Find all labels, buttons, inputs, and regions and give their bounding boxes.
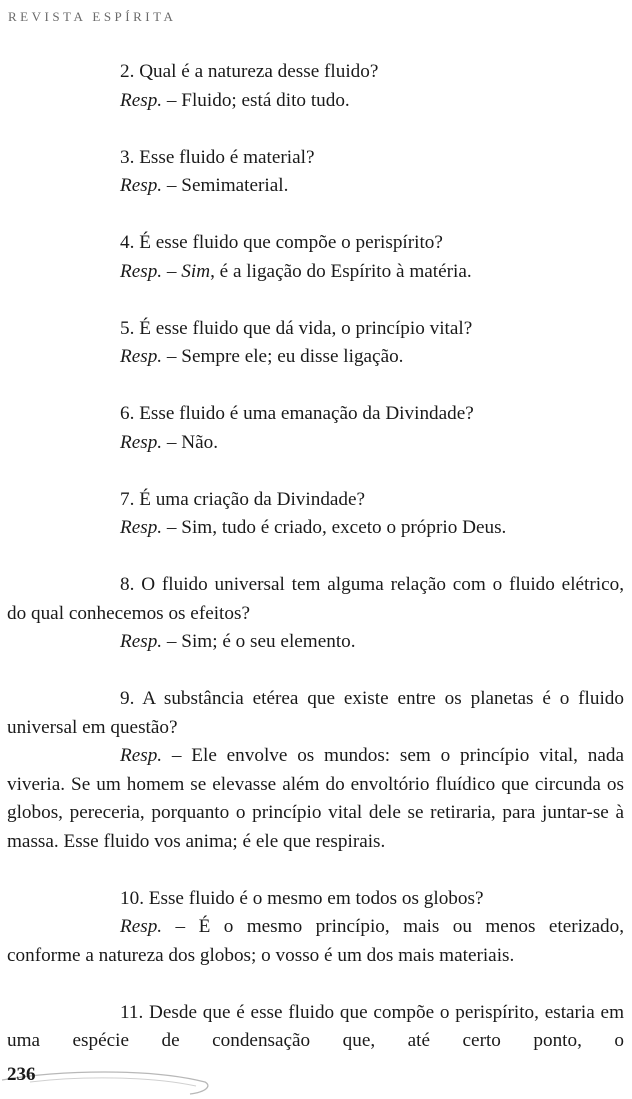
dash: – bbox=[162, 346, 182, 367]
resp-label: Resp. bbox=[120, 745, 163, 766]
resp-label: Resp. bbox=[120, 175, 163, 196]
question-text: 6. Esse fluido é uma emanação da Divindade? bbox=[120, 403, 474, 424]
page-number: 236 bbox=[7, 1064, 36, 1085]
answer-text: Fluido; está dito tudo. bbox=[181, 89, 350, 111]
answer-text: Sempre ele; eu disse ligação. bbox=[181, 346, 404, 367]
qa-item bbox=[7, 144, 624, 201]
question-text: 10. Esse fluido é o mesmo em todos os globos? bbox=[120, 887, 484, 909]
dash: – bbox=[162, 631, 182, 652]
answer-text: Semimaterial. bbox=[181, 175, 289, 196]
resp-label: Resp. bbox=[120, 916, 163, 937]
dash: – bbox=[162, 89, 182, 111]
answer-line bbox=[7, 429, 624, 458]
qa-item bbox=[7, 685, 624, 856]
question-text: 8. O fluido universal tem alguma relação com o fluido elétrico, do qual conhecemos os efeitos? bbox=[7, 574, 624, 624]
answer-text: Sim, tudo é criado, exceto o próprio Deus. bbox=[181, 517, 507, 538]
question-text: 5. É esse fluido que dá vida, o princípio vital? bbox=[120, 317, 473, 339]
answer-text: , é a ligação do Espírito à matéria. bbox=[210, 260, 472, 282]
answer-text: Não. bbox=[181, 431, 219, 453]
dash: – bbox=[162, 517, 182, 538]
answer-paragraph bbox=[7, 913, 624, 970]
answer-paragraph bbox=[7, 742, 624, 856]
dash: – bbox=[162, 431, 182, 453]
answer-line bbox=[7, 258, 624, 287]
qa-item bbox=[7, 315, 624, 372]
running-header: REVISTA ESPÍRITA bbox=[8, 9, 177, 24]
answer-line bbox=[7, 628, 624, 657]
qa-item bbox=[7, 571, 624, 657]
question-text: 9. A substância etérea que existe entre os planetas é o fluido universal em questão? bbox=[7, 688, 624, 738]
question-text: 7. É uma criação da Divindade? bbox=[120, 488, 366, 510]
qa-item bbox=[7, 486, 624, 543]
answer-line bbox=[7, 87, 624, 116]
answer-emphasis: Sim bbox=[181, 260, 211, 282]
qa-item bbox=[7, 999, 624, 1056]
qa-item bbox=[7, 885, 624, 971]
answer-line bbox=[7, 514, 624, 543]
resp-label: Resp. bbox=[120, 517, 163, 538]
question-text: 3. Esse fluido é material? bbox=[120, 146, 315, 168]
answer-line bbox=[7, 172, 624, 201]
question-text: 4. É esse fluido que compõe o perispírito? bbox=[120, 232, 443, 253]
answer-line bbox=[7, 343, 624, 372]
answer-text: Ele envolve os mundos: sem o princípio vital, nada viveria. Se um homem se elevasse além do envoltório fluídico que circunda os globos, pereceria, porquanto o princípio vital dele se retiraria, para juntar-se à massa. Esse fluido vos anima; é ele que respirais. bbox=[7, 745, 624, 852]
answer-text: Sim; é o seu elemento. bbox=[181, 631, 356, 652]
dash: – bbox=[162, 260, 182, 282]
resp-label: Resp. bbox=[120, 346, 163, 367]
resp-label: Resp. bbox=[120, 431, 163, 453]
qa-item bbox=[7, 400, 624, 457]
dash: – bbox=[162, 175, 182, 196]
resp-label: Resp. bbox=[120, 89, 163, 111]
resp-label: Resp. bbox=[120, 631, 163, 652]
dash: – bbox=[162, 916, 199, 937]
qa-item bbox=[7, 229, 624, 286]
page-content bbox=[7, 58, 624, 1056]
question-text: 2. Qual é a natureza desse fluido? bbox=[120, 61, 379, 82]
qa-item bbox=[7, 58, 624, 115]
question-text: 11. Desde que é esse fluido que compõe o perispírito, estaria em uma espécie de condensação que, até certo ponto, o bbox=[7, 1001, 624, 1051]
answer-text: É o mesmo princípio, mais ou menos eterizado, conforme a natureza dos globos; o vosso é um dos mais materiais. bbox=[7, 916, 624, 966]
resp-label: Resp. bbox=[120, 260, 163, 282]
dash: – bbox=[162, 745, 192, 766]
